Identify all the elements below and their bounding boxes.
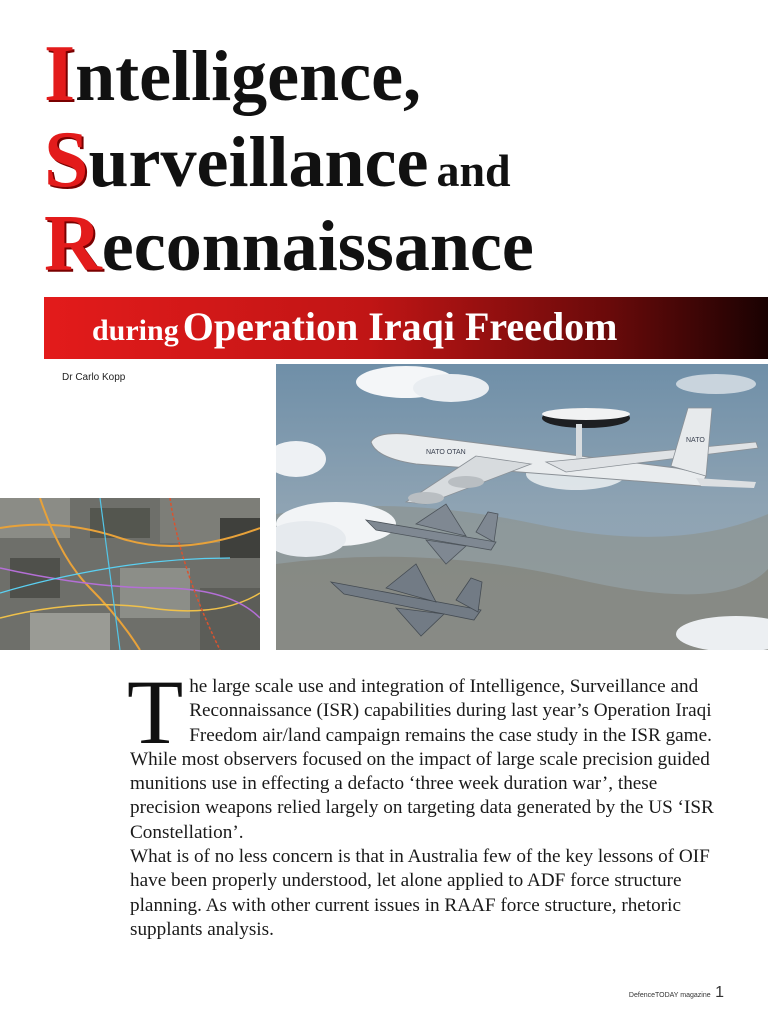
title-initial-s: S (44, 116, 89, 204)
author-byline: Dr Carlo Kopp (62, 372, 126, 383)
article-body (127, 661, 730, 942)
page-footer (629, 984, 724, 1002)
satellite-map-image-icon (0, 498, 260, 650)
svg-text:NATO: NATO (686, 437, 705, 444)
awacs-f16-formation-photo-icon (276, 364, 768, 650)
article-paragraph-2: While most observers focused on the impact of large scale precision guided munitions use in effecting a defacto ‘three week duration war’, these precision weapons relied largely on targeting data generated by the US ‘ISR Constellation’. (130, 748, 714, 843)
drop-cap: T (127, 661, 184, 763)
article-paragraph-3: What is of no less concern is that in Australia few of the key lessons of OIF have been properly understood, let alone applied to ADF force structure planning. As with other current issues in RAAF force structure, rhetoric supplants analysis. (130, 846, 710, 940)
aircraft-formation-photo (276, 364, 768, 650)
title-word-intelligence: ntelligence, (75, 36, 422, 116)
title-word-surveillance: urveillance (88, 122, 429, 202)
subtitle-banner (44, 297, 768, 359)
title-initial-i: I (44, 30, 76, 118)
title-line-surveillance (44, 116, 511, 204)
magazine-name: DefenceTODAY magazine (628, 992, 711, 999)
title-line-reconnaissance (44, 200, 534, 288)
page-number: 1 (715, 984, 724, 1001)
title-initial-r: R (44, 200, 102, 288)
article-paragraph-1: he large scale use and integration of Intelligence, Surveillance and Reconnaissance (ISR) capabilities during last year’s Operation Iraqi Freedom air/land campaign remains the case study in the ISR game. (189, 676, 712, 746)
svg-text:NATO OTAN: NATO OTAN (426, 449, 466, 456)
subtitle-prefix: during (92, 314, 179, 347)
satellite-map-photo (0, 498, 260, 650)
subtitle-main: Operation Iraqi Freedom (182, 304, 618, 349)
title-line-intelligence (44, 30, 422, 118)
title-word-and: and (436, 145, 511, 196)
title-word-reconnaissance: econnaissance (101, 206, 534, 286)
subtitle-text (92, 303, 617, 350)
